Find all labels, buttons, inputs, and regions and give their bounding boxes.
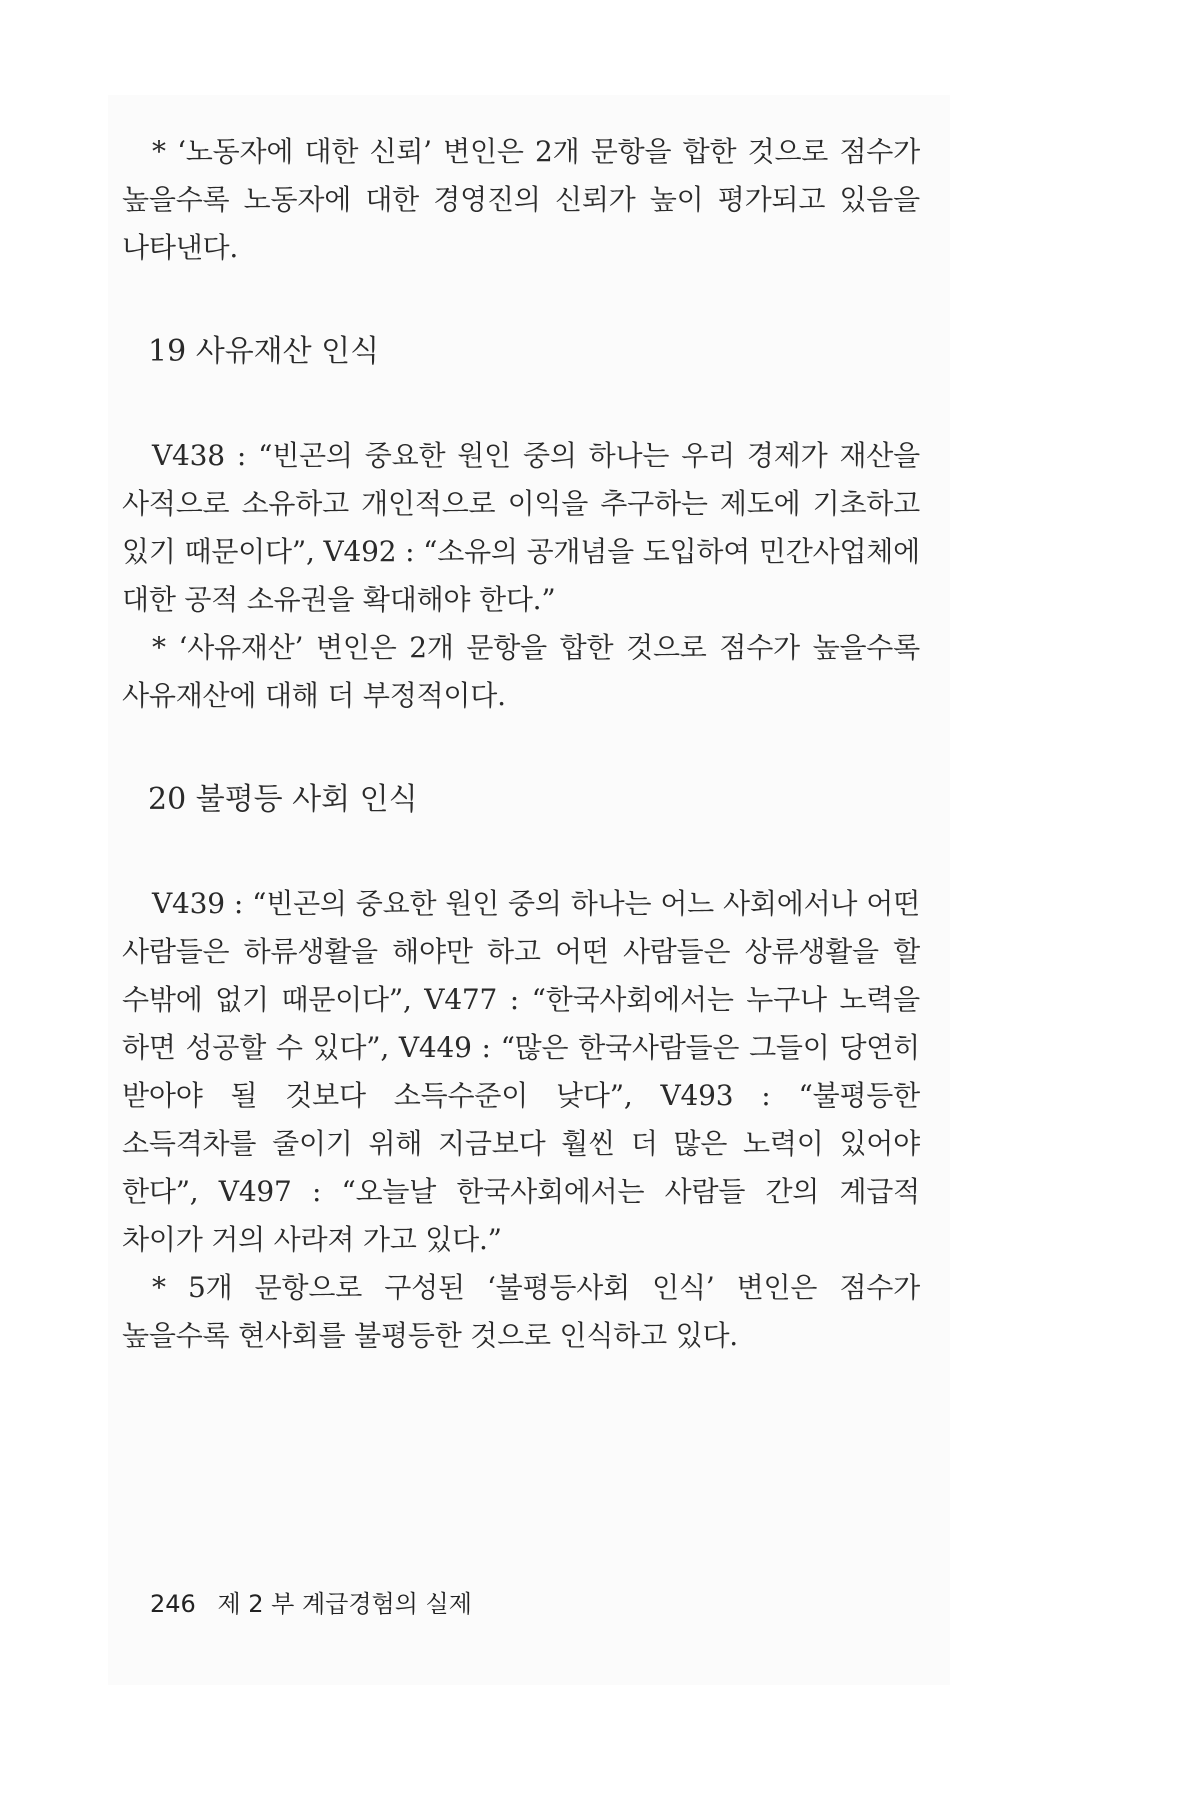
running-title: 제 2 부 계급경험의 실제: [217, 1590, 472, 1618]
section-19-note: * ‘사유재산’ 변인은 2개 문항을 합한 것으로 점수가 높을수록 사유재산에 대해 더 부정적이다.: [122, 631, 920, 712]
section-19-body: V438 : “빈곤의 중요한 원인 중의 하나는 우리 경제가 재산을 사적으로 소유하고 개인적으로 이익을 추구하는 제도에 기초하고 있기 때문이다”, V492 : “소유의 공개념을 도입하여 민간사업체에 대한 공적 소유권을 확대해야 한다.”: [122, 439, 920, 616]
page-footer: [150, 1588, 472, 1620]
section-20-heading: 20 불평등 사회 인식: [148, 782, 418, 817]
note-labor-trust: * ‘노동자에 대한 신뢰’ 변인은 2개 문항을 합한 것으로 점수가 높을수록 노동자에 대한 경영진의 신뢰가 높이 평가되고 있음을 나타낸다.: [122, 135, 920, 264]
section-20-body: V439 : “빈곤의 중요한 원인 중의 하나는 어느 사회에서나 어떤 사람들은 하류생활을 해야만 하고 어떤 사람들은 상류생활을 할 수밖에 없기 때문이다”, V477 : “한국사회에서는 누구나 노력을 하면 성공할 수 있다”, V449 : “많은 한국사람들은 그들이 당연히 받아야 될 것보다 소득수준이 낮다”, V493 : “불평등한 소득격차를 줄이기 위해 지금보다 훨씬 더 많은 노력이 있어야 한다”, V497 : “오늘날 한국사회에서는 사람들 간의 계급적 차이가 거의 사라져 가고 있다.”: [122, 887, 920, 1256]
section-20-note: * 5개 문항으로 구성된 ‘불평등사회 인식’ 변인은 점수가 높을수록 현사회를 불평등한 것으로 인식하고 있다.: [122, 1271, 920, 1352]
page-number: 246: [150, 1590, 196, 1618]
page-content: [122, 128, 920, 1360]
spacer: [122, 720, 920, 776]
spacer: [122, 824, 920, 880]
spacer: [122, 376, 920, 432]
section-19-heading: 19 사유재산 인식: [148, 334, 380, 369]
spacer: [122, 272, 920, 328]
